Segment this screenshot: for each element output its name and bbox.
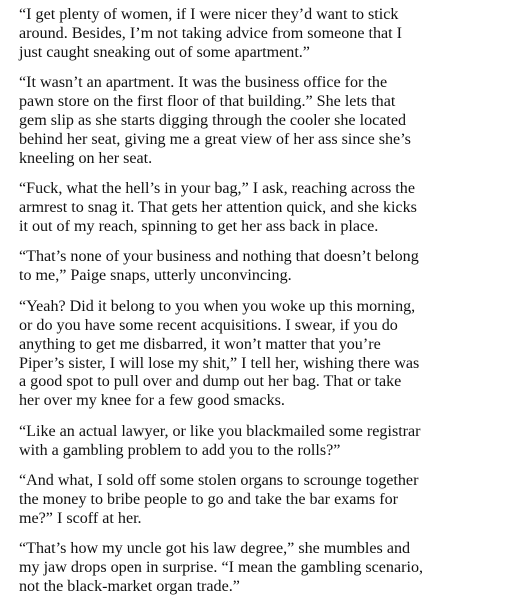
text-line: with a gambling problem to add you to the rolls?”: [19, 441, 341, 459]
text-line: Piper’s sister, I will lose my shit,” I tell her, wishing there was: [19, 354, 420, 372]
text-line: gem slip as she starts digging through the cooler she located: [19, 112, 407, 130]
text-line: “Fuck, what the hell’s in your bag,” I ask, reaching across the: [19, 180, 415, 198]
text-line: anything to get me disbarred, it won’t matter that you’re: [19, 335, 381, 353]
text-line: armrest to snag it. That gets her attention quick, and she kicks: [19, 199, 417, 217]
text-line: it out of my reach, spinning to get her ass back in place.: [19, 218, 379, 236]
text-line: or do you have some recent acquisitions. I swear, if you do: [19, 316, 398, 334]
text-line: kneeling on her seat.: [19, 149, 153, 167]
text-line: “It wasn’t an apartment. It was the business office for the: [19, 74, 388, 92]
text-line: to me,” Paige snaps, utterly unconvincing.: [19, 267, 292, 285]
text-line: “Like an actual lawyer, or like you blackmailed some registrar: [19, 422, 421, 440]
text-line: pawn store on the first floor of that building.” She lets that: [19, 93, 396, 111]
paragraph-8: [19, 540, 519, 597]
text-line: just caught sneaking out of some apartment.”: [19, 43, 310, 61]
paragraph-4: [19, 248, 519, 286]
text-line: not the black-market organ trade.”: [19, 578, 240, 596]
text-line: around. Besides, I’m not taking advice from someone that I: [19, 24, 403, 42]
text-line: my jaw drops open in surprise. “I mean the gambling scenario,: [19, 559, 424, 577]
text-line: “That’s how my uncle got his law degree,” she mumbles and: [19, 540, 411, 558]
text-line: her over my knee for a few good smacks.: [19, 392, 285, 410]
paragraph-5: [19, 298, 519, 411]
text-line: “I get plenty of women, if I were nicer they’d want to stick: [19, 6, 399, 23]
text-line: me?” I scoff at her.: [19, 509, 142, 527]
paragraph-2: [19, 74, 519, 169]
text-line: a good spot to pull over and dump out her bag. That or take: [19, 373, 402, 391]
paragraph-1: [19, 6, 519, 63]
paragraph-3: [19, 180, 519, 237]
text-line: the money to bribe people to go and take the bar exams for: [19, 490, 398, 508]
text-line: “That’s none of your business and nothing that doesn’t belong: [19, 248, 419, 266]
text-line: behind her seat, giving me a great view of her ass since she’s: [19, 130, 411, 148]
text-line: “And what, I sold off some stolen organs to scrounge together: [19, 472, 419, 490]
document-page: [19, 6, 519, 608]
paragraph-6: [19, 423, 519, 461]
text-line: “Yeah? Did it belong to you when you woke up this morning,: [19, 297, 416, 315]
paragraph-7: [19, 472, 519, 529]
